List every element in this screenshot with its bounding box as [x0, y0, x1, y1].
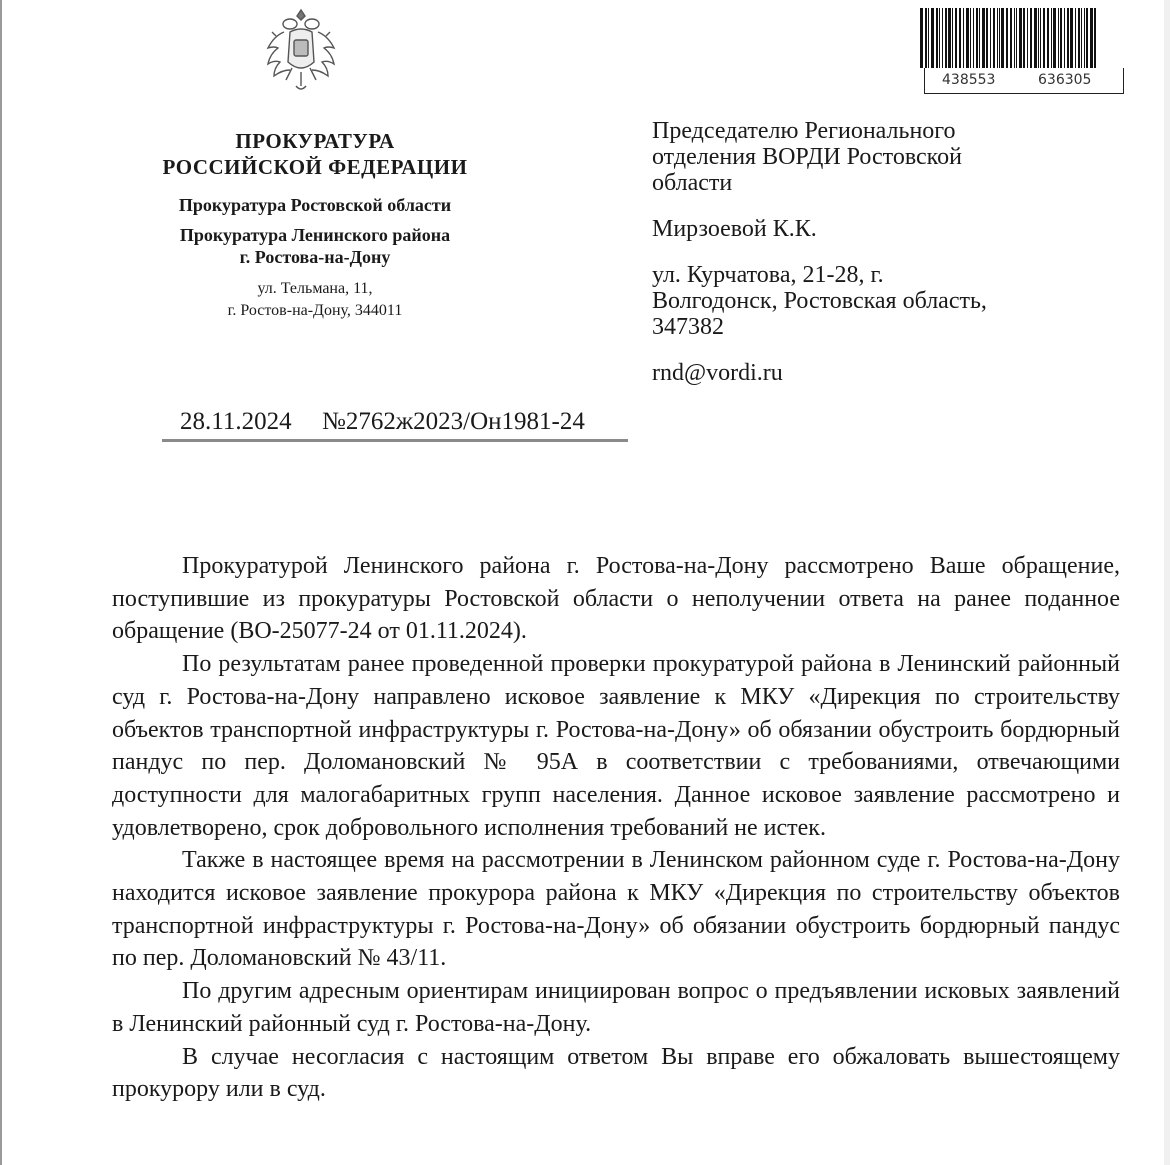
registration-number: №2762ж2023/Он1981-24 — [322, 408, 585, 435]
barcode-bar — [1075, 8, 1076, 68]
org-name-line1: ПРОКУРАТУРА — [235, 129, 395, 153]
body-paragraph: Прокуратурой Ленинского района г. Ростова-на-Дону рассмотрено Ваше обращение, поступившие из прокуратуры Ростовской области о неполучении ответа на ранее поданное обращение (ВО-25077-24 от 01.11.2024). — [112, 553, 1120, 645]
barcode-bar — [1058, 8, 1059, 68]
barcode-bar — [1027, 8, 1028, 68]
barcode-number-right: 636305 — [1038, 72, 1092, 88]
barcode-bar — [976, 8, 978, 68]
barcode-bar — [966, 8, 969, 68]
barcode-bar — [931, 8, 934, 68]
barcode-bar — [948, 8, 951, 68]
barcode-bar — [1010, 8, 1012, 68]
sender-block — [110, 128, 520, 322]
registration-date: 28.11.2024 — [180, 408, 292, 435]
barcode-bar — [955, 8, 957, 68]
recipient-address-line3: 347382 — [652, 314, 724, 340]
letter-body — [112, 550, 1120, 1106]
barcode-bar — [936, 8, 938, 68]
sender-address-line2: г. Ростов-на-Дону, 344011 — [227, 302, 403, 319]
barcode-bar — [945, 8, 947, 68]
district-office-line1: Прокуратура Ленинского района — [179, 225, 451, 245]
body-paragraph: По результатам ранее проведенной проверки прокуратурой района в Ленинский районный суд г. Ростова-на-Дону направлено исковое заявление к МКУ «Дирекция по строительству объектов транспортной инфраструктуры г. Ростова-на-Дону» об обязании обустроить бордюрный пандус по пер. Доломановский № 95А в соответствии с требованиями, отвечающими доступности для малогабаритных групп населения. Данное исковое заявление рассмотрено и удовлетворено, срок добровольного исполнения требований не истек. — [112, 651, 1120, 841]
barcode-bar — [1019, 8, 1022, 68]
barcode-bar — [1014, 8, 1015, 68]
recipient-block — [652, 118, 1122, 386]
recipient-title-line2: отделения ВОРДИ Ростовской — [652, 144, 962, 170]
barcode-bar — [999, 8, 1000, 68]
barcode-bar — [970, 8, 971, 68]
body-paragraph: По другим адресным ориентирам инициирован вопрос о предъявлении исковых заявлений в Ленинский районный суд г. Ростова-на-Дону. — [112, 978, 1120, 1037]
recipient-email: rnd@vordi.ru — [652, 360, 783, 386]
barcode-bar — [1070, 8, 1073, 68]
regional-office: Прокуратура Ростовской области — [178, 195, 452, 215]
barcode-bar — [973, 8, 974, 68]
barcode-bar — [1086, 8, 1088, 68]
barcode-bar — [1060, 8, 1062, 68]
barcode-bar — [990, 8, 991, 68]
recipient-address-line2: Волгодонск, Ростовская область, — [652, 288, 987, 314]
body-paragraph: Также в настоящее время на рассмотрении в Ленинском районном суде г. Ростова-на-Дону находится исковое заявление прокурора района к МКУ «Дирекция по строительству объектов транспортной инфраструктуры г. Ростова-на-Дону» об обязании обустроить бордюрный пандус по пер. Доломановский № 43/11. — [112, 847, 1120, 972]
barcode-bar — [1030, 8, 1032, 68]
barcode-bar — [959, 8, 961, 68]
barcode-bar — [1023, 8, 1025, 68]
barcode-bar — [928, 8, 929, 68]
barcode-bar — [993, 8, 995, 68]
recipient-title-line1: Председателю Регионального — [652, 118, 956, 144]
recipient-address-line1: ул. Курчатова, 21-28, г. — [652, 262, 884, 288]
barcode-bar — [1043, 8, 1045, 68]
barcode-bar — [1084, 8, 1085, 68]
page-edge — [0, 0, 2, 1165]
barcode-bar — [920, 8, 923, 68]
barcode-bar — [952, 8, 953, 68]
barcode-bar — [1064, 8, 1065, 68]
coat-of-arms-icon — [262, 6, 340, 98]
barcode-bar — [963, 8, 964, 68]
barcode-bar — [939, 8, 940, 68]
barcode-bar — [1038, 8, 1039, 68]
district-office-line2: г. Ростова-на-Дону — [239, 247, 391, 267]
org-name-line2: РОССИЙСКОЙ ФЕДЕРАЦИИ — [162, 155, 468, 179]
body-paragraph: В случае несогласия с настоящим ответом Вы вправе его обжаловать вышестоящему прокурору или в суд. — [112, 1043, 1120, 1103]
barcode-bar — [982, 8, 985, 68]
barcode-bar — [1090, 8, 1093, 68]
barcode-bar — [1047, 8, 1049, 68]
registration-underline — [162, 439, 628, 442]
barcode-bar — [1053, 8, 1056, 68]
barcode-bar — [997, 8, 998, 68]
barcode-number-left: 438553 — [942, 72, 996, 88]
barcode-bar — [925, 8, 927, 68]
barcode-bar — [1016, 8, 1017, 68]
barcode-bar — [1078, 8, 1080, 68]
recipient-name: Мирзоевой К.К. — [652, 216, 817, 242]
barcode-bar — [1081, 8, 1082, 68]
barcode-bar — [1094, 8, 1096, 68]
barcode-bar — [1051, 8, 1052, 68]
page-edge-right — [1164, 0, 1170, 1165]
barcode — [920, 8, 1128, 94]
barcode-bars — [920, 8, 1128, 68]
recipient-title-line3: области — [652, 170, 733, 196]
barcode-bar — [1034, 8, 1037, 68]
barcode-bar — [1001, 8, 1004, 68]
registration-line — [162, 408, 632, 438]
barcode-bar — [979, 8, 980, 68]
barcode-bar — [986, 8, 988, 68]
barcode-bar — [1006, 8, 1008, 68]
barcode-bar — [1067, 8, 1069, 68]
sender-address-line1: ул. Тельмана, 11, — [257, 280, 373, 297]
barcode-bar — [942, 8, 943, 68]
barcode-bar — [1040, 8, 1041, 68]
